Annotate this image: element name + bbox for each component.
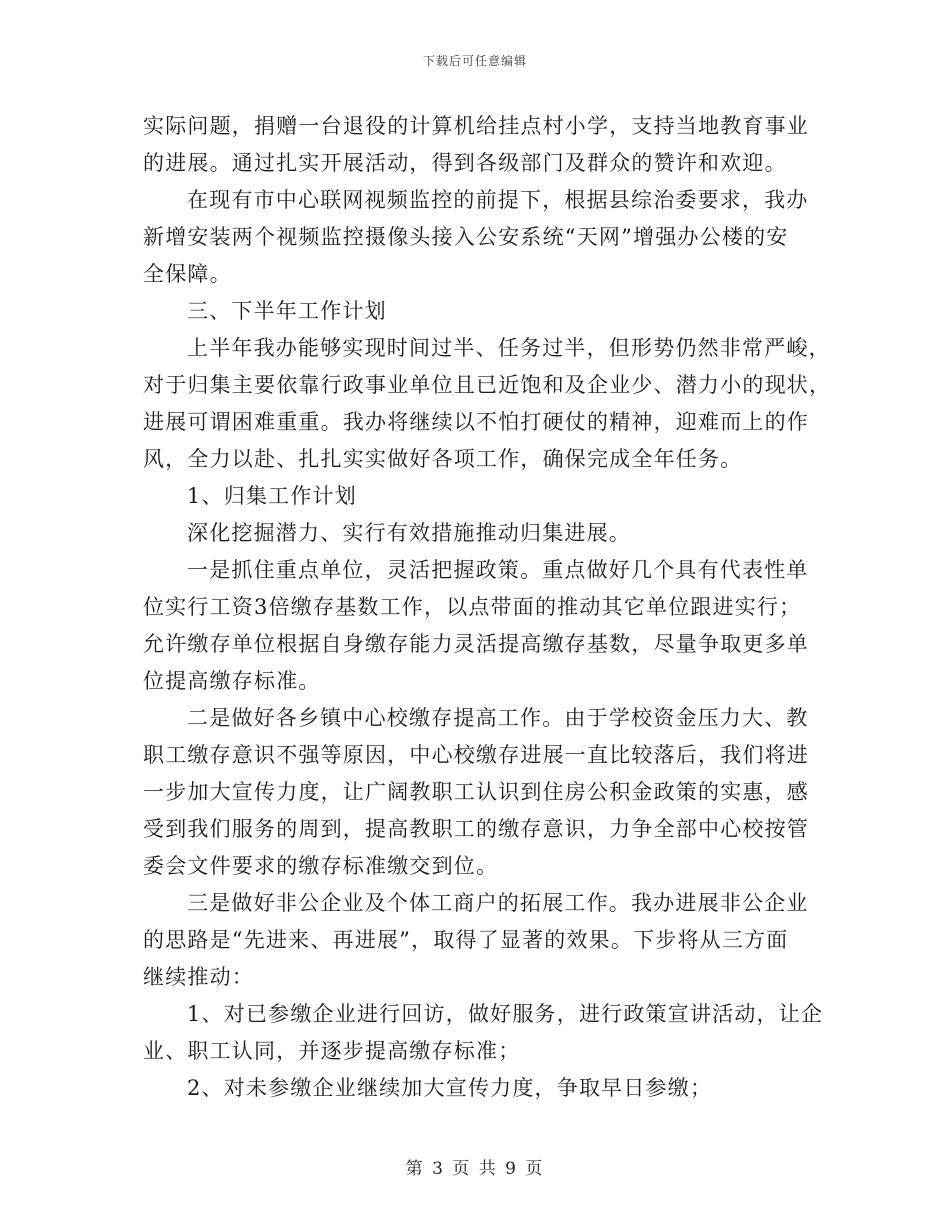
text-line: 一是抓住重点单位，灵活把握政策。重点做好几个具有代表性单 [187, 558, 809, 582]
text-line: 上半年我办能够实现时间过半、任务过半，但形势仍然非常严峻， [187, 336, 831, 360]
text-line: 位提高缴存标准。 [143, 669, 321, 693]
text-line: 1、归集工作计划 [187, 484, 357, 508]
paragraph [143, 515, 811, 552]
text-line: 允许缴存单位根据自身缴存能力灵活提高缴存基数，尽量争取更多单 [143, 632, 809, 656]
paragraph [143, 108, 811, 182]
page-header: 下载后可任意编辑 [422, 54, 527, 68]
text-line: 二是做好各乡镇中心校缴存提高工作。由于学校资金压力大、教 [187, 706, 809, 730]
text-line: 的思路是“先进来、再进展”，取得了显著的效果。下步将从三方面 [143, 928, 789, 952]
text-line: 全保障。 [143, 262, 232, 286]
text-line: 受到我们服务的周到，提高教职工的缴存意识，力争全部中心校按管 [143, 817, 809, 841]
text-line: 三、下半年工作计划 [187, 299, 387, 323]
text-line: 1、对已参缴企业进行回访，做好服务，进行政策宣讲活动，让企 [187, 1002, 824, 1026]
text-line: 深化挖掘潜力、实行有效措施推动归集进展。 [187, 521, 631, 545]
paragraph [143, 885, 811, 996]
text-line: 业、职工认同，并逐步提高缴存标准； [143, 1039, 521, 1063]
section-heading [143, 293, 811, 330]
text-line: 位实行工资3倍缴存基数工作，以点带面的推动其它单位跟进实行； [143, 595, 802, 619]
text-line: 实际问题，捐赠一台退役的计算机给挂点村小学，支持当地教育事业 [143, 114, 809, 138]
page-number-footer: 第 3 页 共 9 页 [405, 1159, 545, 1179]
document-body [143, 108, 832, 1107]
subsection-heading [143, 478, 811, 515]
text-line: 对于归集主要依靠行政事业单位且已近饱和及企业少、潜力小的现状， [143, 373, 832, 397]
text-line: 职工缴存意识不强等原因，中心校缴存进展一直比较落后，我们将进 [143, 743, 809, 767]
paragraph [143, 1070, 811, 1107]
paragraph [143, 996, 824, 1070]
text-line: 2、对未参缴企业继续加大宣传力度，争取早日参缴； [187, 1076, 713, 1100]
paragraph [143, 700, 811, 885]
paragraph [143, 330, 832, 478]
text-line: 新增安装两个视频监控摄像头接入公安系统“天网”增强办公楼的安 [143, 225, 789, 249]
paragraph [143, 182, 811, 293]
text-line: 继续推动： [143, 965, 254, 989]
text-line: 在现有市中心联网视频监控的前提下，根据县综治委要求，我办 [187, 188, 809, 212]
text-line: 一步加大宣传力度，让广阔教职工认识到住房公积金政策的实惠，感 [143, 780, 809, 804]
text-line: 委会文件要求的缴存标准缴交到位。 [143, 854, 499, 878]
text-line: 的进展。通过扎实开展活动，得到各级部门及群众的赞许和欢迎。 [143, 151, 787, 175]
text-line: 进展可谓困难重重。我办将继续以不怕打硬仗的精神，迎难而上的作 [143, 410, 809, 434]
paragraph [143, 552, 811, 700]
text-line: 三是做好非公企业及个体工商户的拓展工作。我办进展非公企业 [187, 891, 809, 915]
text-line: 风，全力以赴、扎扎实实做好各项工作，确保完成全年任务。 [143, 447, 743, 471]
